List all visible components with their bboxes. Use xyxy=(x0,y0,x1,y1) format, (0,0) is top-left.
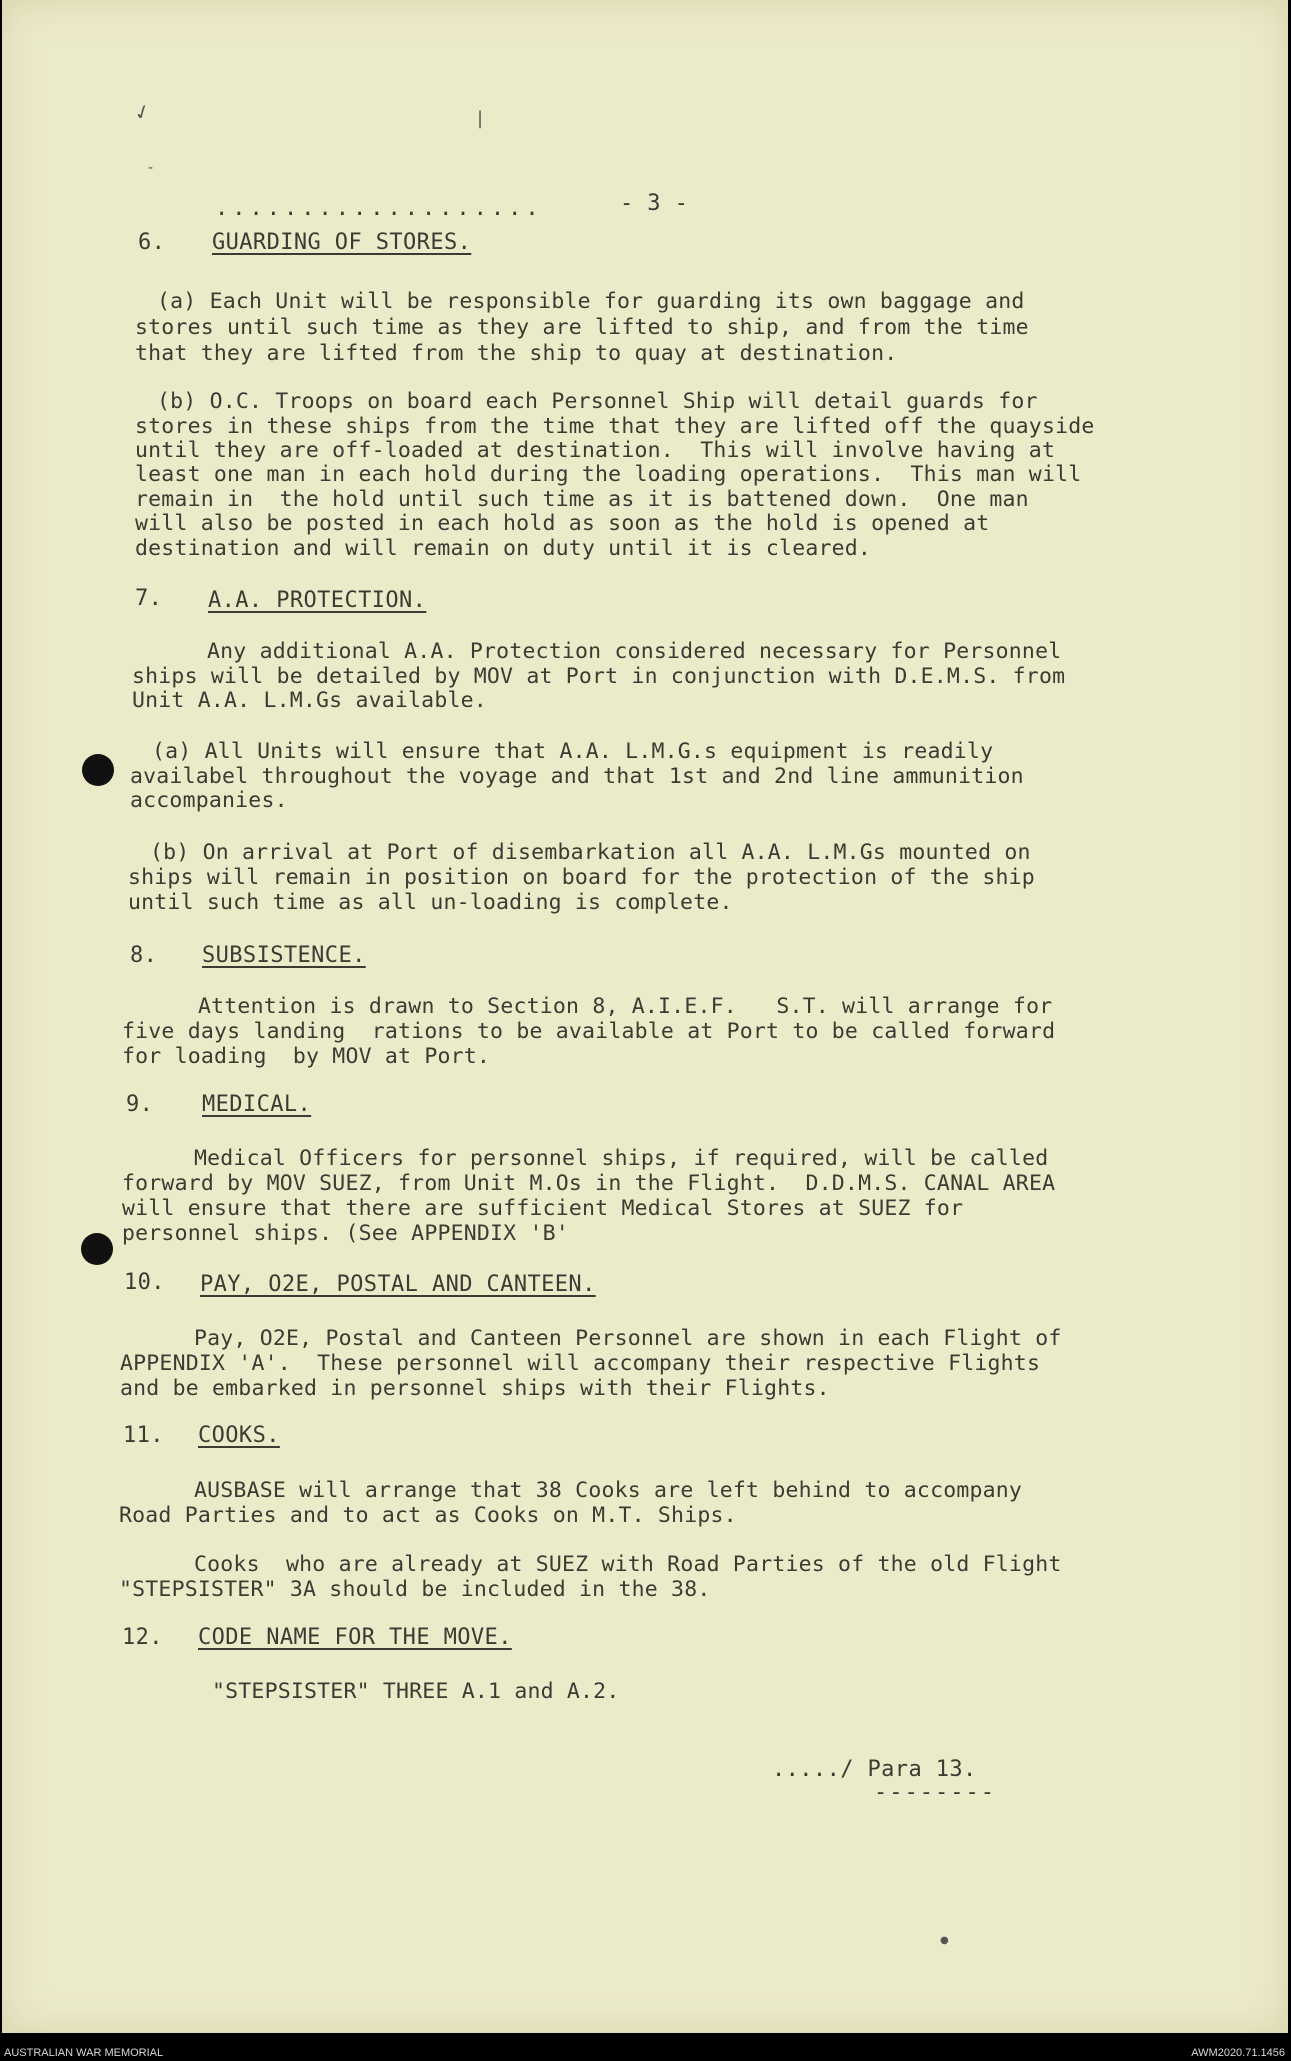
document-page xyxy=(2,0,1288,2033)
pen-mark: ✓ xyxy=(130,97,155,127)
section-number: 11. xyxy=(123,1423,164,1448)
paragraph-line: "STEPSISTER" 3A should be included in the 38. xyxy=(119,1577,711,1602)
section-heading: PAY, O2E, POSTAL AND CANTEEN. xyxy=(200,1272,596,1297)
paragraph-line: ships will be detailed by MOV at Port in conjunction with D.E.M.S. from xyxy=(132,664,1066,689)
footer-left: AUSTRALIAN WAR MEMORIAL xyxy=(4,2047,164,2059)
paragraph-line: Unit A.A. L.M.Gs available. xyxy=(132,688,487,713)
paragraph-line: will ensure that there are sufficient Medical Stores at SUEZ for xyxy=(122,1196,964,1221)
pen-mark-small: - xyxy=(148,160,154,176)
section-heading: MEDICAL. xyxy=(202,1092,312,1117)
tick-mark: | xyxy=(477,108,484,129)
paragraph-line: that they are lifted from the ship to quay at destination. xyxy=(135,341,898,366)
paragraph-line: Road Parties and to act as Cooks on M.T. Ships. xyxy=(119,1503,737,1528)
paragraph-line: APPENDIX 'A'. These personnel will accompany their respective Flights xyxy=(120,1351,1041,1376)
paragraph-line: least one man in each hold during the loading operations. This man will xyxy=(135,462,1082,487)
paragraph-line: Medical Officers for personnel ships, if required, will be called xyxy=(194,1146,1049,1171)
footer-right: AWM2020.71.1456 xyxy=(1191,2047,1285,2059)
paragraph-line: "STEPSISTER" THREE A.1 and A.2. xyxy=(212,1679,620,1704)
paragraph-line: ships will remain in position on board for the protection of the ship xyxy=(128,865,1035,890)
paragraph-line: until they are off-loaded at destination. This will involve having at xyxy=(135,438,1056,463)
paragraph-line: will also be posted in each hold as soon as the hold is opened at xyxy=(135,511,990,536)
paragraph-line: for loading by MOV at Port. xyxy=(122,1044,491,1069)
paragraph-line: Pay, O2E, Postal and Canteen Personnel are shown in each Flight of xyxy=(194,1326,1062,1351)
continuation-underline: -------- xyxy=(874,1780,996,1805)
paragraph-line: forward by MOV SUEZ, from Unit M.Os in the Flight. D.D.M.S. CANAL AREA xyxy=(122,1171,1056,1196)
paragraph-line: Any additional A.A. Protection considered necessary for Personnel xyxy=(207,639,1062,664)
paragraph-line: five days landing rations to be available at Port to be called forward xyxy=(122,1019,1056,1044)
page-number: - 3 - xyxy=(620,191,689,216)
section-number: 10. xyxy=(124,1270,165,1295)
paragraph-line: and be embarked in personnel ships with their Flights. xyxy=(120,1376,830,1401)
section-number: 12. xyxy=(122,1625,163,1650)
paragraph-line: (a) Each Unit will be responsible for guarding its own baggage and xyxy=(157,289,1025,314)
section-heading: CODE NAME FOR THE MOVE. xyxy=(198,1625,512,1650)
paragraph-line: (b) On arrival at Port of disembarkation all A.A. L.M.Gs mounted on xyxy=(150,840,1031,865)
paragraph-line: availabel throughout the voyage and that 1st and 2nd line ammunition xyxy=(130,764,1024,789)
paragraph-line: (b) O.C. Troops on board each Personnel Ship will detail guards for xyxy=(157,389,1038,414)
section-heading: GUARDING OF STORES. xyxy=(212,230,472,255)
paragraph-line: stores until such time as they are lifted to ship, and from the time xyxy=(135,315,1029,340)
punch-hole-bottom xyxy=(81,1233,113,1265)
section-heading: COOKS. xyxy=(198,1423,280,1448)
paragraph-line: personnel ships. (See APPENDIX 'B' xyxy=(122,1221,569,1246)
section-number: 8. xyxy=(130,943,158,968)
section-heading: SUBSISTENCE. xyxy=(202,943,366,968)
continuation-note: ...../ Para 13. xyxy=(772,1757,977,1782)
paragraph-line: until such time as all un-loading is complete. xyxy=(128,890,733,915)
section-number: 6. xyxy=(138,230,166,255)
section-number: 7. xyxy=(135,586,163,611)
paragraph-line: destination and will remain on duty until it is cleared. xyxy=(135,536,872,561)
paragraph-line: Attention is drawn to Section 8, A.I.E.F. S.T. will arrange for xyxy=(198,994,1053,1019)
section-number: 9. xyxy=(126,1092,154,1117)
paragraph-line: AUSBASE will arrange that 38 Cooks are left behind to accompany xyxy=(194,1478,1023,1503)
dots-leader: ................... xyxy=(215,196,543,221)
paragraph-line: stores in these ships from the time that they are lifted off the quayside xyxy=(135,414,1095,439)
ink-dot: ● xyxy=(940,1935,949,1946)
paragraph-line: remain in the hold until such time as it is battened down. One man xyxy=(135,487,1029,512)
punch-hole-top xyxy=(82,754,114,786)
paragraph-line: (a) All Units will ensure that A.A. L.M.G.s equipment is readily xyxy=(152,739,994,764)
paragraph-line: accompanies. xyxy=(130,788,288,813)
paragraph-line: Cooks who are already at SUEZ with Road Parties of the old Flight xyxy=(194,1552,1062,1577)
section-heading: A.A. PROTECTION. xyxy=(208,588,427,613)
